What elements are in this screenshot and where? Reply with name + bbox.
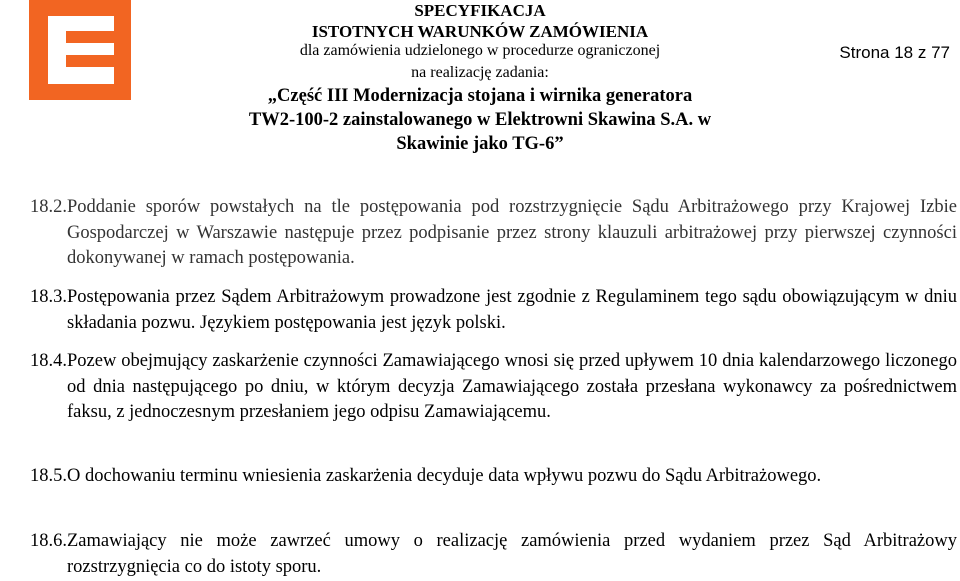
subject-line-3: Skawinie jako TG-6”	[396, 134, 564, 154]
procedure-line: dla zamówienia udzielonego w procedurze ograniczonej	[299, 42, 661, 59]
paragraph-text: O dochowaniu terminu wniesienia zaskarżenia decyduje data wpływu pozwu do Sądu Arbitrażowego.	[67, 466, 822, 486]
paragraph-number: 18.4.	[30, 351, 67, 371]
paragraph-number: 18.6.	[30, 531, 67, 551]
paragraph-text: Pozew obejmujący zaskarżenie czynności Zamawiającego wnosi się przed upływem 10 dnia kalendarzowego liczonego od dnia następującego po dniu, w którym decyzja Zamawiającego została przesłana wykonawcy za pośrednictwem faksu, z jednoczesnym przesłaniem jego odpisu Zamawiającemu.	[67, 351, 957, 422]
document-subtitle: ISTOTNYCH WARUNKÓW ZAMÓWIENIA	[311, 22, 649, 41]
subject-line-1: „Część III Modernizacja stojana i wirnika generatora	[267, 86, 693, 106]
cez-logo	[29, 0, 131, 100]
paragraph-number: 18.3.	[30, 287, 67, 307]
paragraph-text: Postępowania przez Sądem Arbitrażowym prowadzone jest zgodnie z Regulaminem tego sądu obowiązującym w dniu składania pozwu. Językiem postępowania jest język polski.	[67, 287, 957, 333]
page-number: Strona 18 z 77	[839, 43, 950, 62]
paragraph-number: 18.5.	[30, 466, 67, 486]
subject-intro: na realizację zadania:	[411, 64, 549, 81]
document-title: SPECYFIKACJA	[414, 1, 546, 20]
paragraph-text: Poddanie sporów powstałych na tle postępowania pod rozstrzygnięcie Sądu Arbitrażowego przy Krajowej Izbie Gospodarczej w Warszawie następuje przez podpisanie przez strony klauzuli arbitrażowej przy pierwszej czynności dokonywanej w ramach postępowania.	[67, 197, 957, 268]
subject-line-2: TW2-100-2 zainstalowanego w Elektrowni Skawina S.A. w	[248, 110, 712, 130]
paragraph-number: 18.2.	[30, 197, 67, 217]
paragraph-text: Zamawiający nie może zawrzeć umowy o realizację zamówienia przed wydaniem przez Sąd Arbitrażowy rozstrzygnięcia co do istoty sporu.	[67, 531, 957, 577]
